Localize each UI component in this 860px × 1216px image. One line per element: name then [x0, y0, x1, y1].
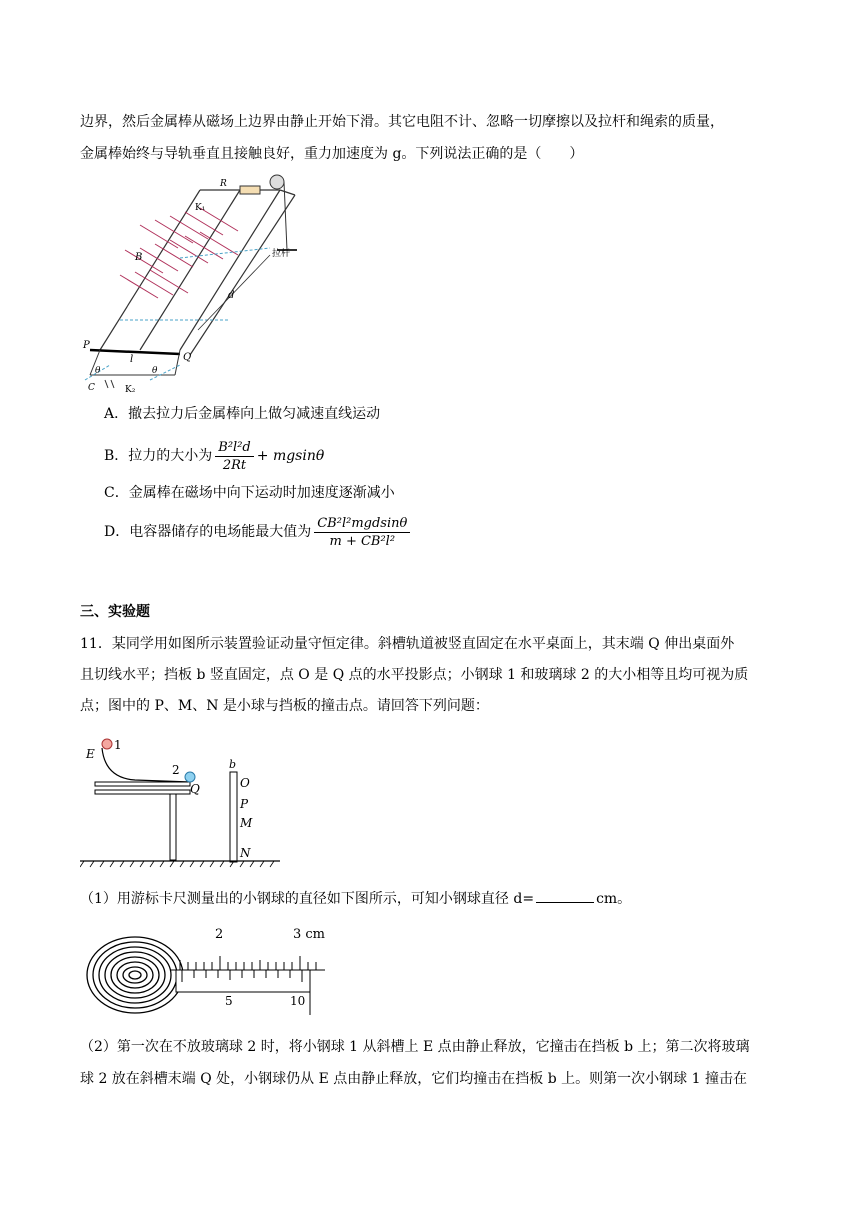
- rail-figure: [80, 170, 320, 395]
- glass-ball-2: [185, 772, 195, 782]
- fig1-label-K2: K₂: [125, 385, 136, 395]
- option-d-fraction: [314, 515, 410, 550]
- option-b-prefix: B．拉力的大小为: [104, 448, 213, 464]
- resistor-icon: [240, 186, 260, 194]
- fig2-label-b: b: [229, 758, 237, 771]
- fig2-label-N: N: [240, 846, 251, 860]
- option-d-prefix: D．电容器储存的电场能最大值为: [104, 524, 312, 540]
- q11-line-2: 且切线水平；挡板 b 竖直固定，点 O 是 Q 点的水平投影点；小钢球 1 和玻璃球 2 的大小相等且均可视为质: [80, 667, 749, 683]
- fig2-label-E: E: [86, 747, 95, 761]
- fig2-label-1: 1: [114, 738, 122, 752]
- q11-line-3: 点；图中的 P、M、N 是小球与挡板的撞击点。请回答下列问题：: [80, 698, 489, 714]
- option-b-suffix: + mgsinθ: [256, 448, 325, 464]
- section-title: 三、实验题: [80, 604, 150, 620]
- steel-ball-1: [102, 739, 112, 749]
- main-scale-label-2: 2: [215, 927, 224, 942]
- option-c: C．金属棒在磁场中向下运动时加速度逐渐减小: [104, 485, 395, 501]
- fig2-label-Q: Q: [190, 782, 200, 796]
- sub1-prefix: （1）用游标卡尺测量出的小钢球的直径如下图所示，可知小钢球直径 d=: [80, 891, 535, 907]
- vernier-label-5: 5: [225, 994, 233, 1008]
- vernier-label-10: 10: [290, 994, 306, 1008]
- fig2-label-M: M: [240, 816, 253, 830]
- fig1-label-C: C: [88, 383, 95, 393]
- main-scale-label-3cm: 3 cm: [293, 927, 326, 942]
- fig1-label-l: l: [130, 354, 134, 365]
- sub1-suffix: cm。: [596, 891, 632, 907]
- vernier-caliper-figure: [80, 920, 340, 1020]
- sub2-line-2: 球 2 放在斜槽末端 Q 处，小钢球仍从 E 点由静止释放，它们均撞击在挡板 b 上。则第一次小钢球 1 撞击在: [80, 1071, 747, 1087]
- fig1-label-B: B: [135, 252, 143, 263]
- option-d: [104, 512, 413, 552]
- answer-blank: [536, 890, 594, 903]
- apparatus-figure: [80, 730, 280, 870]
- fig1-label-K1: K₁: [195, 203, 206, 213]
- option-a: A．撤去拉力后金属棒向上做匀减速直线运动: [104, 406, 381, 422]
- fig2-label-P: P: [240, 797, 249, 811]
- fig1-label-R: R: [220, 179, 227, 189]
- option-d-denominator: m + CB²l²: [329, 533, 396, 549]
- fig2-label-O: O: [240, 776, 250, 790]
- fig1-label-lagan: 拉杆: [272, 249, 291, 259]
- option-b-denominator: 2Rt: [222, 457, 247, 473]
- fingerprint-icon: [87, 937, 183, 1013]
- q11-line-1: 11．某同学用如图所示装置验证动量守恒定律。斜槽轨道被竖直固定在水平桌面上，其末端 Q 伸出桌面外: [80, 636, 735, 652]
- option-b-numerator: B²l²d: [215, 439, 253, 457]
- fig2-label-2: 2: [172, 763, 180, 777]
- intro-line-2: 金属棒始终与导轨垂直且接触良好，重力加速度为 g。下列说法正确的是（ ）: [80, 146, 584, 162]
- board-b: [230, 772, 237, 862]
- option-d-numerator: CB²l²mgdsinθ: [314, 515, 410, 533]
- fig1-label-theta-left: θ: [95, 366, 101, 376]
- fig1-label-Q: Q: [183, 352, 192, 363]
- option-b-fraction: [215, 439, 253, 474]
- sub2-line-1: （2）第一次在不放玻璃球 2 时，将小钢球 1 从斜槽上 E 点由静止释放，它撞击在挡板 b 上；第二次将玻璃: [80, 1039, 750, 1055]
- pulley-icon: [270, 175, 284, 189]
- sub1-line: [80, 890, 631, 908]
- option-b: [104, 436, 324, 476]
- intro-line-1: 边界，然后金属棒从磁场上边界由静止开始下滑。其它电阻不计、忽略一切摩擦以及拉杆和绳索的质量，: [80, 114, 724, 130]
- fig1-label-theta-right: θ: [152, 366, 158, 376]
- fig1-label-P: P: [83, 340, 90, 351]
- fig1-label-d: d: [228, 290, 235, 301]
